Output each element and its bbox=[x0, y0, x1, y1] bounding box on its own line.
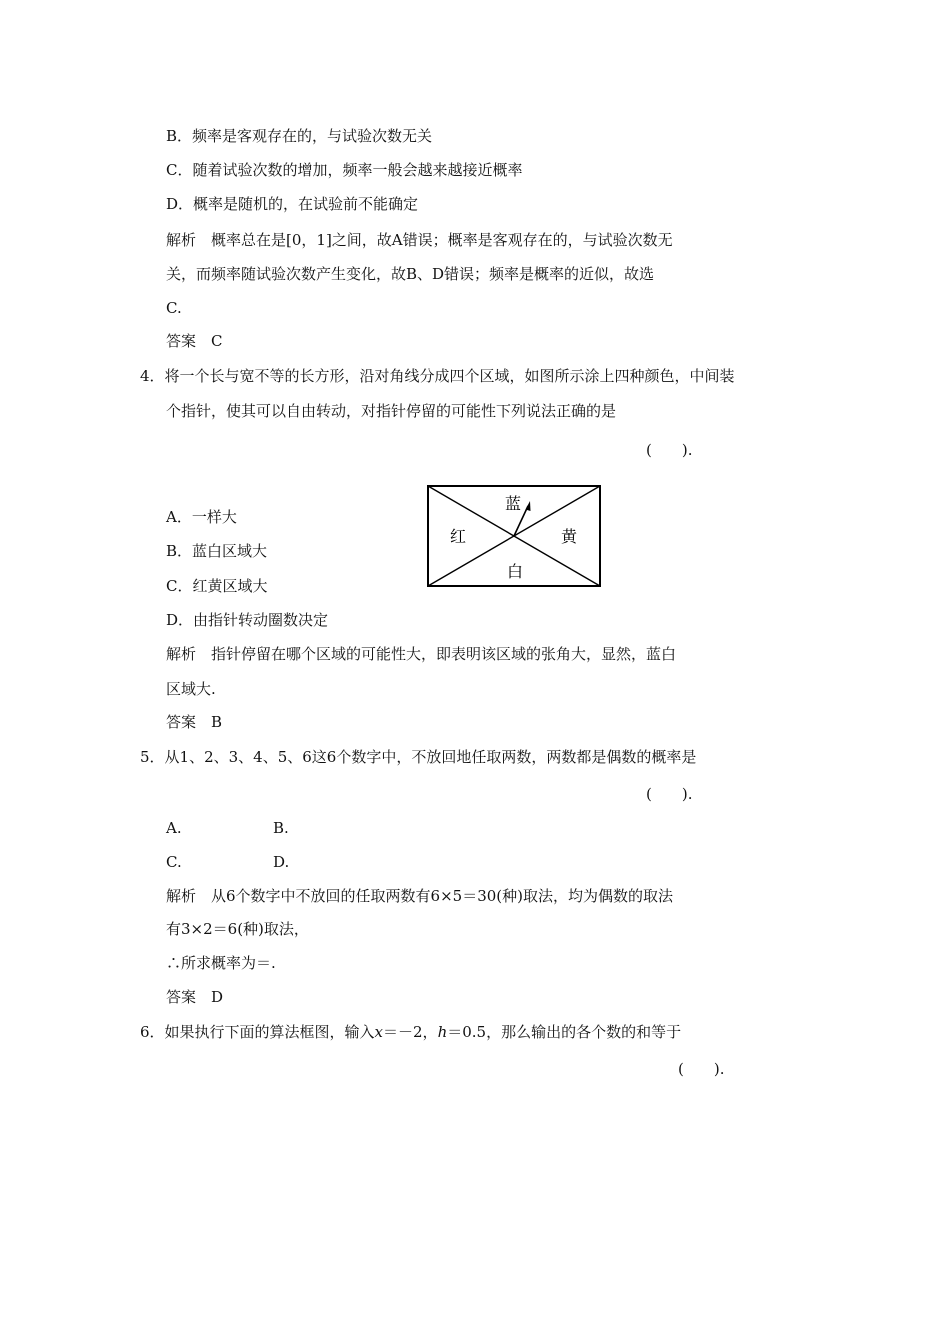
region-label-bottom: 白 bbox=[506, 562, 524, 581]
q4-answer: 答案 B bbox=[166, 713, 223, 731]
q4-stem-line-1: 4．将一个长与宽不等的长方形，沿对角线分成四个区域，如图所示涂上四种颜色，中间装 bbox=[140, 367, 735, 385]
region-label-right: 黄 bbox=[560, 527, 578, 546]
q4-analysis-line-2: 区域大. bbox=[166, 680, 216, 698]
q4-analysis-line-1: 解析 指针停留在哪个区域的可能性大，即表明该区域的张角大，显然，蓝白 bbox=[166, 645, 677, 663]
q6-var-x: x bbox=[374, 1023, 384, 1041]
q6-var-h: h bbox=[437, 1023, 448, 1041]
q3-analysis-line-2: 关，而频率随试验次数产生变化，故B、D错误；频率是概率的近似，故选 bbox=[166, 265, 655, 283]
q5-analysis-line-3: ∴所求概率为＝. bbox=[166, 954, 276, 972]
q4-answer-blank: ( ). bbox=[646, 441, 693, 459]
q4-option-c: C．红黄区域大 bbox=[166, 577, 268, 595]
q5-option-d: D. bbox=[273, 853, 290, 871]
q6-stem-prefix: 6．如果执行下面的算法框图，输入 bbox=[140, 1023, 375, 1041]
q6-stem-mid-1: ＝－2， bbox=[383, 1023, 438, 1041]
q3-answer: 答案 C bbox=[166, 332, 223, 350]
q6-stem bbox=[140, 1022, 681, 1042]
q5-option-b: B. bbox=[273, 819, 289, 837]
spinner-rectangle-figure bbox=[426, 484, 602, 588]
q5-answer: 答案 D bbox=[166, 988, 224, 1006]
q5-analysis-line-1: 解析 从6个数字中不放回的任取两数有6×5＝30(种)取法，均为偶数的取法 bbox=[166, 887, 673, 905]
q4-option-b: B．蓝白区域大 bbox=[166, 542, 268, 560]
region-label-left: 红 bbox=[449, 527, 467, 546]
q6-answer-blank: ( ). bbox=[678, 1060, 725, 1078]
q5-stem: 5．从1、2、3、4、5、6这6个数字中，不放回地任取两数，两数都是偶数的概率是 bbox=[140, 748, 697, 766]
region-label-top: 蓝 bbox=[504, 494, 522, 513]
q4-option-a: A．一样大 bbox=[166, 508, 237, 526]
q4-stem-line-2: 个指针，使其可以自由转动，对指针停留的可能性下列说法正确的是 bbox=[166, 402, 617, 420]
q5-answer-blank: ( ). bbox=[646, 785, 693, 803]
q4-option-d: D．由指针转动圈数决定 bbox=[166, 611, 329, 629]
q3-option-c: C．随着试验次数的增加，频率一般会越来越接近概率 bbox=[166, 161, 523, 179]
q3-option-b: B．频率是客观存在的，与试验次数无关 bbox=[166, 127, 433, 145]
q3-analysis-line-3: C. bbox=[166, 299, 182, 317]
q5-option-c: C. bbox=[166, 853, 182, 871]
q5-option-a: A. bbox=[166, 819, 182, 837]
q3-analysis-line-1: 解析 概率总在是[0，1]之间，故A错误；概率是客观存在的，与试验次数无 bbox=[166, 231, 673, 249]
q6-stem-mid-2: ＝0.5，那么输出的各个数的和等于 bbox=[447, 1023, 682, 1041]
q3-option-d: D．概率是随机的，在试验前不能确定 bbox=[166, 195, 419, 213]
q5-analysis-line-2: 有3×2＝6(种)取法， bbox=[166, 920, 309, 938]
